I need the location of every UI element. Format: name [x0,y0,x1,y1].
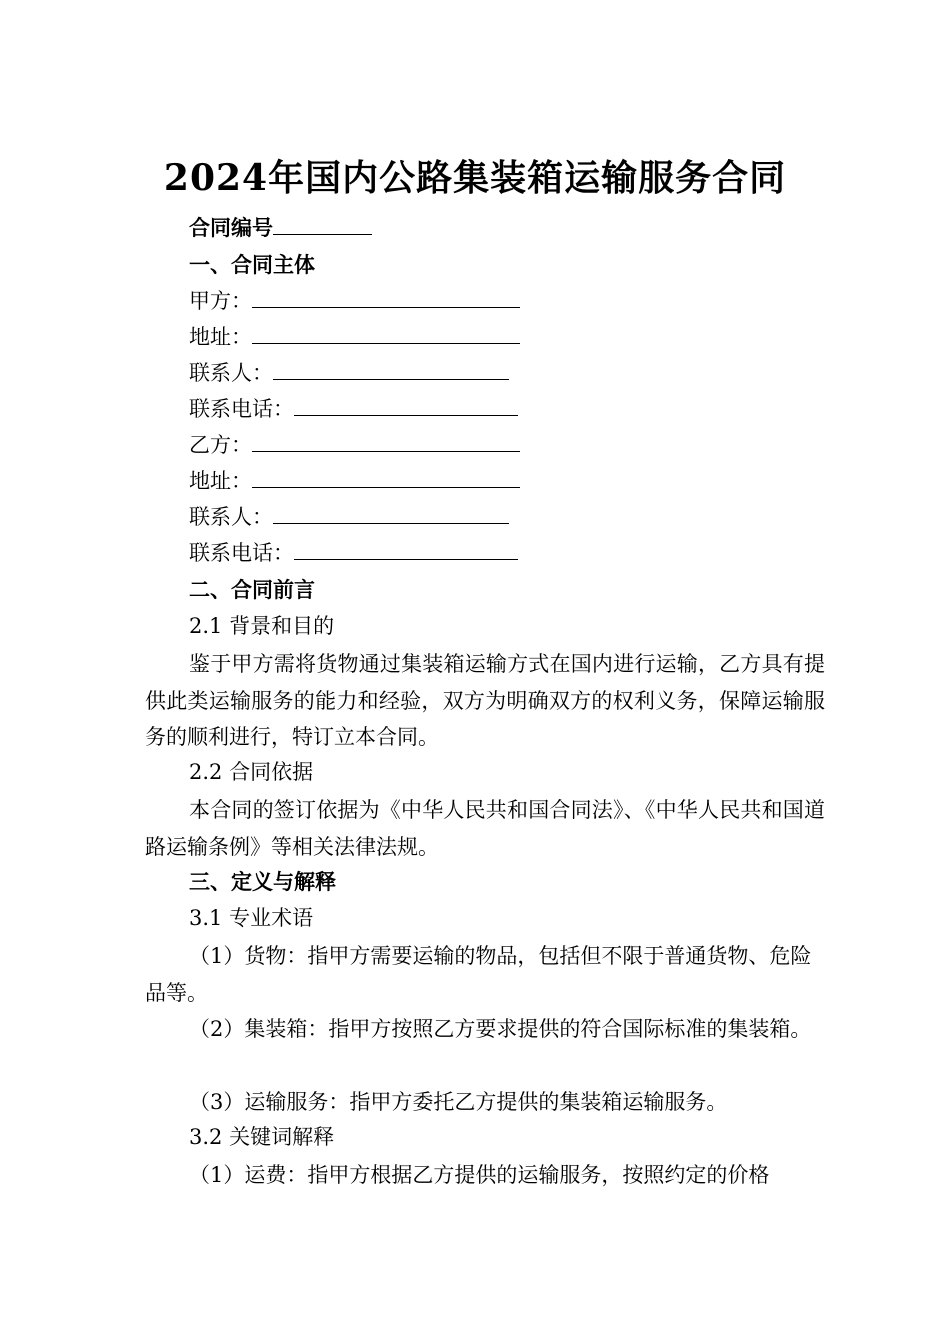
definition-item-3: （3）运输服务：指甲方委托乙方提供的集装箱运输服务。 [189,1090,728,1114]
contact-b-label: 联系人： [189,505,273,529]
party-a-blank [252,287,520,308]
definition-item-4: （1）运费：指甲方根据乙方提供的运输服务，按照约定的价格 [189,1163,770,1187]
address-b-blank [252,467,520,488]
party-b-blank [252,431,520,452]
subsection-3-1: 3.1 专业术语 [189,906,314,930]
address-b-label: 地址： [189,469,252,493]
contact-a-line [189,359,509,387]
subsection-3-2: 3.2 关键词解释 [189,1125,335,1149]
address-a-line [189,323,520,351]
contract-number-blank [273,214,372,235]
section-2-heading: 二、合同前言 [189,577,315,602]
definition-item-2: （2）集装箱：指甲方按照乙方要求提供的符合国际标准的集装箱。 [189,1017,812,1041]
contract-number-line [189,214,372,242]
phone-b-label: 联系电话： [189,541,294,565]
phone-a-line [189,395,518,423]
party-a-label: 甲方： [189,289,252,313]
contact-a-blank [273,359,509,380]
phone-a-label: 联系电话： [189,397,294,421]
contract-number-label: 合同编号 [189,215,273,240]
paragraph-basis: 本合同的签订依据为《中华人民共和国合同法》、《中华人民共和国道路运输条例》等相关法律法规。 [145,798,825,859]
paragraph-background: 鉴于甲方需将货物通过集装箱运输方式在国内进行运输，乙方具有提供此类运输服务的能力和经验，双方为明确双方的权利义务，保障运输服务的顺利进行，特订立本合同。 [145,652,825,749]
subsection-2-1: 2.1 背景和目的 [189,614,335,638]
subsection-2-2: 2.2 合同依据 [189,760,314,784]
section-3-heading: 三、定义与解释 [189,869,336,894]
phone-b-line [189,539,518,567]
contact-b-line [189,503,509,531]
contact-a-label: 联系人： [189,361,273,385]
address-b-line [189,467,520,495]
definition-item-1: （1）货物：指甲方需要运输的物品，包括但不限于普通货物、危险品等。 [145,944,812,1005]
phone-b-blank [294,539,518,560]
document-title: 2024年国内公路集装箱运输服务合同 [163,157,787,199]
section-1-heading: 一、合同主体 [189,252,315,277]
phone-a-blank [294,395,518,416]
party-b-label: 乙方： [189,433,252,457]
contact-b-blank [273,503,509,524]
party-b-line [189,431,520,459]
address-a-blank [252,323,520,344]
party-a-line [189,287,520,315]
address-a-label: 地址： [189,325,252,349]
